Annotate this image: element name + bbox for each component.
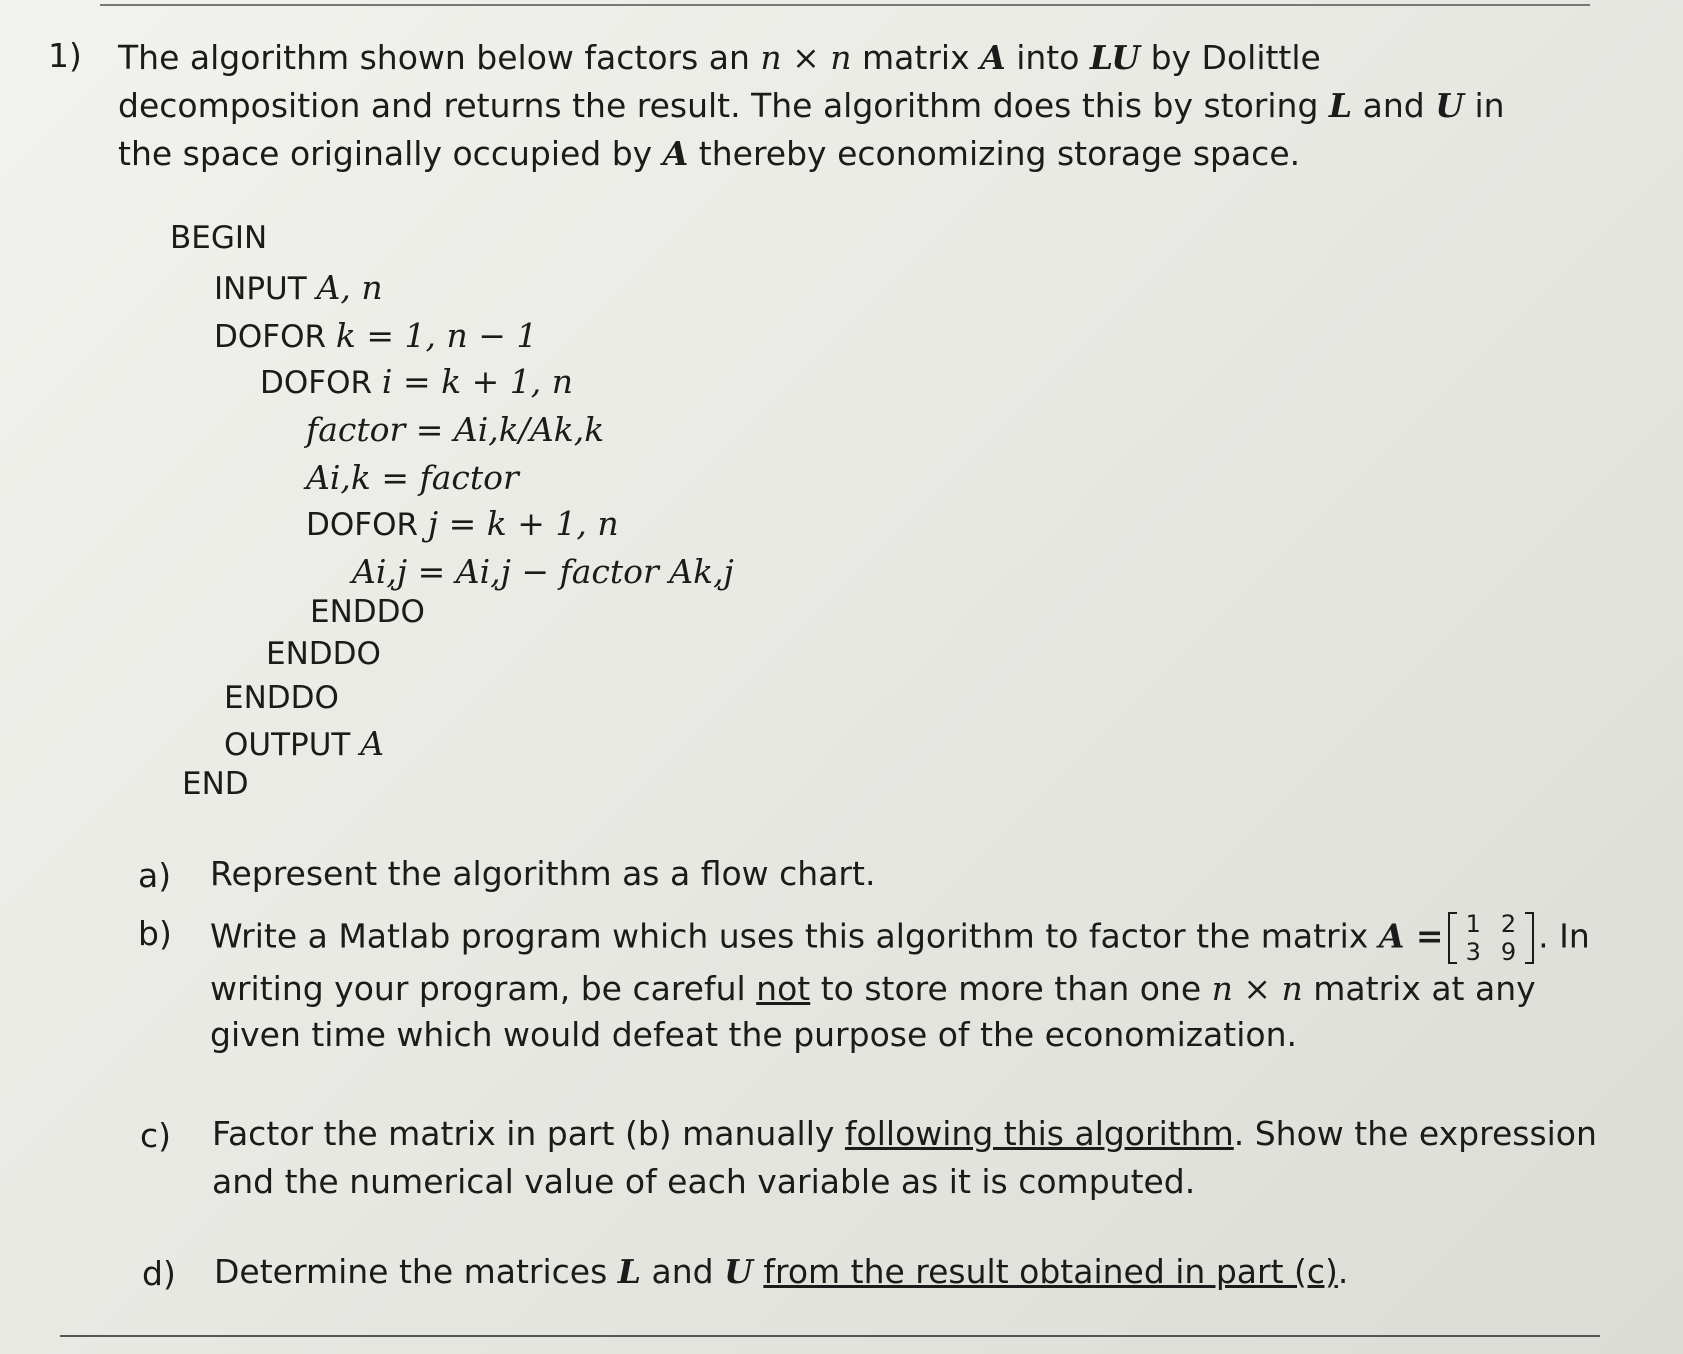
intro-U: U — [1435, 86, 1464, 125]
part-a-label: a) — [138, 856, 172, 895]
dofor-k-line — [214, 316, 537, 355]
matrix-cell: 2 — [1500, 910, 1517, 938]
bottom-rule — [60, 1335, 1600, 1337]
problem-number: 1) — [48, 36, 82, 75]
assign-statement — [306, 458, 519, 497]
loop-k-range: k = 1, n − 1 — [335, 316, 538, 355]
part-b-post2: to store more than one — [810, 969, 1212, 1008]
part-d-U: U — [724, 1252, 753, 1291]
part-c-text — [212, 1110, 1612, 1206]
part-b-label: b) — [138, 914, 172, 953]
dofor-i-line — [260, 362, 573, 401]
matrix-cell: 9 — [1500, 938, 1517, 966]
part-d-and: and — [641, 1252, 725, 1291]
part-b-pre: Write a Matlab program which uses this algorithm to factor the matrix — [210, 916, 1379, 956]
update-statement — [352, 552, 734, 591]
input-keyword: INPUT — [214, 271, 307, 307]
loop-i-range: i = k + 1, n — [381, 362, 573, 401]
part-c-post: . Show the expression and the numerical value of each variable as it is computed. — [212, 1114, 1597, 1201]
begin-keyword: BEGIN — [170, 220, 268, 256]
end-keyword: END — [182, 766, 249, 802]
part-c-label: c) — [140, 1116, 172, 1155]
part-c-pre: Factor the matrix in part (b) manually — [212, 1114, 845, 1153]
matrix-cell: 1 — [1465, 910, 1481, 938]
input-line — [214, 268, 383, 307]
intro-text-7: thereby economizing storage space. — [688, 134, 1301, 173]
matrix-cell: 3 — [1465, 938, 1481, 966]
input-args: A, n — [316, 268, 383, 307]
part-d-text — [214, 1248, 1614, 1296]
loop-j-range: j = k + 1, n — [427, 504, 619, 543]
intro-A: A — [980, 38, 1006, 77]
intro-text-6: in the space originally occupied by — [118, 86, 1505, 173]
intro-LU: LU — [1089, 38, 1141, 77]
output-line — [224, 724, 384, 763]
intro-nxn: n × n — [760, 38, 852, 77]
intro-text-5: and — [1352, 86, 1436, 125]
part-b-text — [210, 910, 1630, 1058]
part-d-space — [753, 1252, 764, 1291]
part-d-post: . — [1337, 1252, 1349, 1291]
matrix-A — [1448, 910, 1535, 966]
update-expr: Ai,j = Ai,j − factor Ak,j — [352, 552, 734, 591]
enddo-i: ENDDO — [266, 636, 381, 672]
dofor-k-keyword: DOFOR — [214, 319, 327, 355]
enddo-k: ENDDO — [224, 680, 339, 716]
part-b-nxn: n × n — [1211, 969, 1303, 1008]
not-emphasis: not — [756, 969, 811, 1008]
dofor-j-line — [306, 504, 619, 543]
intro-A2: A — [662, 134, 689, 173]
part-d-underlined: from the result obtained in part (c) — [763, 1252, 1338, 1291]
enddo-j: ENDDO — [310, 594, 425, 630]
part-d-pre: Determine the matrices — [214, 1252, 618, 1291]
intro-text-4: by Dolittle decomposition and returns the result. The algorithm does this by storing — [118, 38, 1329, 125]
dofor-i-keyword: DOFOR — [260, 365, 373, 401]
part-c-underlined: following this algorithm — [844, 1114, 1234, 1153]
dofor-j-keyword: DOFOR — [306, 507, 419, 543]
output-arg: A — [360, 724, 385, 763]
intro-text-2: matrix — [851, 38, 981, 77]
part-a-text: Represent the algorithm as a flow chart. — [210, 854, 876, 893]
part-b-post1: . In writing your program, be careful — [210, 916, 1590, 1008]
assign-expr: Ai,k = factor — [306, 458, 519, 497]
intro-text-3: into — [1005, 38, 1090, 77]
part-d-L: L — [617, 1252, 641, 1291]
intro-text-1: The algorithm shown below factors an — [118, 38, 761, 77]
part-b-post3: matrix at any given time which would defeat the purpose of the economization. — [210, 969, 1536, 1054]
factor-statement — [306, 410, 604, 449]
factor-expr: factor = Ai,k/Ak,k — [306, 410, 605, 449]
top-rule — [100, 4, 1590, 6]
part-d-label: d) — [142, 1254, 176, 1293]
output-keyword: OUTPUT — [224, 727, 351, 763]
intro-L: L — [1328, 86, 1353, 125]
problem-intro — [118, 34, 1558, 178]
matrix-variable: A = — [1378, 916, 1444, 956]
